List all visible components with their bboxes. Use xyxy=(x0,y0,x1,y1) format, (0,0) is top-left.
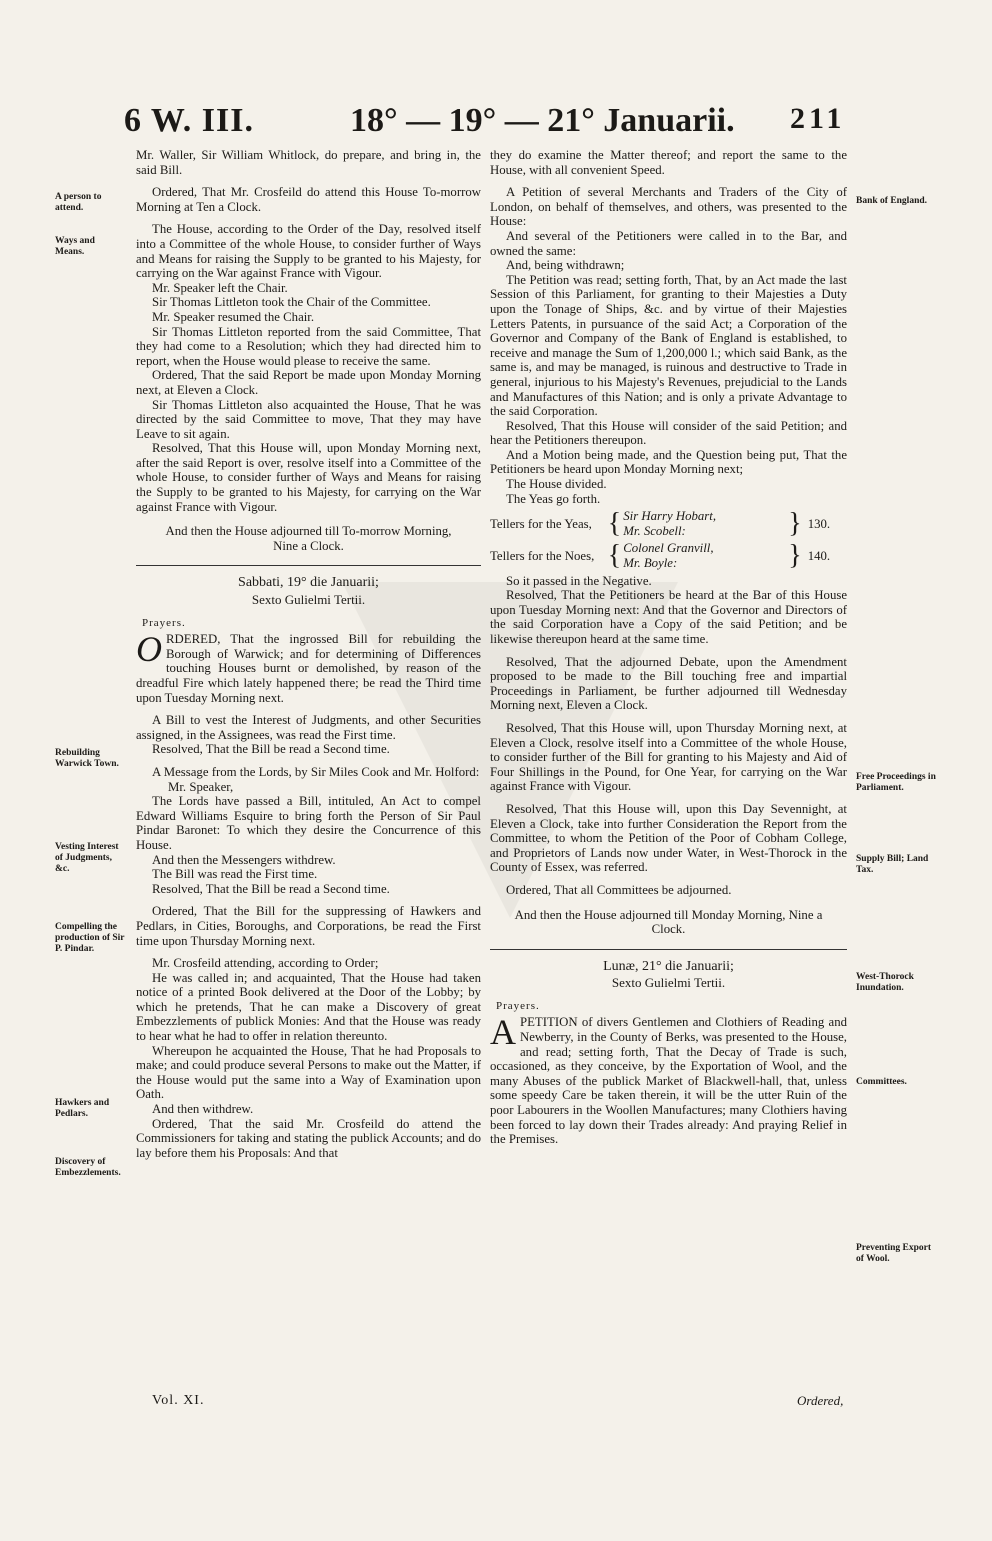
tellers-noes-count: 140. xyxy=(807,548,831,563)
header-page-number: 211 xyxy=(790,102,846,135)
left-p1: Mr. Waller, Sir William Whitlock, do prepare, and bring in, the said Bill. xyxy=(136,148,481,177)
sub-heading-sexto: Sexto Gulielmi Tertii. xyxy=(611,975,726,991)
margin-note-hawkers: Hawkers and Pedlars. xyxy=(55,1098,110,1119)
left-p24: And then withdrew. xyxy=(152,1102,254,1117)
right-adjournment: And then the House adjourned till Monday Morning, Nine a Clock. xyxy=(514,907,823,937)
right-p7: And a Motion being made, and the Question being put, That the Petitioners be heard upon Monday Morning next; xyxy=(490,447,847,477)
left-p21: Mr. Crosfeild attending, according to Order; xyxy=(152,956,379,971)
header-regnal-year: 6 W. III. xyxy=(124,102,254,139)
right-p8: The House divided. xyxy=(506,477,607,492)
margin-note-rebuilding: Rebuilding Warwick Town. xyxy=(55,748,119,769)
tellers-noes xyxy=(490,541,847,570)
left-brace: { xyxy=(607,507,622,539)
page-header xyxy=(0,102,992,152)
margin-note-bank: Bank of England. xyxy=(856,196,928,206)
teller-noes-1: Colonel Granvill, xyxy=(623,541,714,556)
drop-cap-o: O xyxy=(136,629,162,670)
right-p1: they do examine the Matter thereof; and report the same to the House, with all convenient Speed. xyxy=(490,148,847,177)
margin-note-vesting: Vesting Interest of Judgments, &c. xyxy=(55,842,119,874)
sub-heading-sexto: Sexto Gulielmi Tertii. xyxy=(251,592,366,608)
left-p23: Whereupon he acquainted the House, That he had Proposals to make; and could produce several Persons to make out the Matter, if the House would put the same into a Way of Examination upon Oath. xyxy=(136,1043,481,1102)
teller-noes-2: Mr. Boyle: xyxy=(623,556,678,571)
margin-note-west: West-Thorock Inundation. xyxy=(856,972,914,993)
left-p3: The House, according to the Order of the Day, resolved itself into a Committee of the whole House, to consider further of Ways and Means for raising the Supply to be granted to his Majesty, for carrying on the War against France with Vigour. xyxy=(136,222,481,281)
header-dates: 18° — 19° — 21° Januarii. xyxy=(350,102,735,139)
teller-yeas-2: Mr. Scobell: xyxy=(623,523,686,538)
left-brace: { xyxy=(607,540,622,572)
right-p2: A Petition of several Merchants and Traders of the City of London, on behalf of themselves, and others, was presented to the House: xyxy=(490,185,847,229)
right-p15: Ordered, That all Committees be adjourned. xyxy=(506,882,732,897)
left-p10: Resolved, That this House will, upon Monday Morning next, after the said Report is over, resolve itself into a Committee of the whole House, to consider further of Ways and Means for raising the Supply to be granted to his Majesty, for carrying on the War against France with Vigour. xyxy=(136,441,481,514)
catchword: Ordered, xyxy=(797,1393,844,1408)
left-p9: Sir Thomas Littleton also acquainted the House, That he was directed by the said Committee to move, That they may have Leave to sit again. xyxy=(136,397,481,441)
left-column xyxy=(136,148,481,1160)
tellers-yeas-count: 130. xyxy=(807,516,831,531)
right-p16: PETITION of divers Gentlemen and Clothiers of Reading and Newberry, in the County of Berks, was presented to the House, and read; setting forth, That the Decay of Trade is such, occasioned, as they conceive, by the Exportation of Wool, and the many Abuses of the publick Market of Blackwell-hall, that, unless some speedy Care be taken therein, it will be the utter Ruin of the poor Labourers in the Woollen Manufactures; many Clothiers having been forced to lay down their Trades already: And praying Relief in the Premises. xyxy=(490,1015,847,1147)
margin-note-discovery: Discovery of Embezzlements. xyxy=(55,1157,121,1178)
right-p9: The Yeas go forth. xyxy=(506,491,601,506)
margin-note-a-person: A person to attend. xyxy=(55,192,102,213)
left-p5: Sir Thomas Littleton took the Chair of the Committee. xyxy=(152,295,431,310)
right-p13: Resolved, That this House will, upon Thursday Morning next, at Eleven a Clock, resolve itself into a Committee of the whole House, to consider further of the Bill for granting to his Majesty and Aid of Four Shillings in the Pound, for One Year, for carrying on the War against France with Vigour. xyxy=(490,720,847,794)
margin-note-preventing: Preventing Export of Wool. xyxy=(856,1243,932,1264)
right-p4: And, being withdrawn; xyxy=(506,258,625,273)
left-adjournment: And then the House adjourned till To-morrow Morning, Nine a Clock. xyxy=(165,524,452,553)
teller-yeas-1: Sir Harry Hobart, xyxy=(623,509,717,524)
volume-label: Vol. XI. xyxy=(152,1393,205,1408)
left-p6: Mr. Speaker resumed the Chair. xyxy=(152,309,315,324)
left-p22: He was called in; and acquainted, That the House had taken notice of a printed Book delivered at the Door of the Lobby; by which he pretends, That he can make a Discovery of great Embezzlements of publick Monies: And that the House was ready to hear what he had to offer in relation thereunto. xyxy=(136,970,481,1044)
right-brace: } xyxy=(788,540,802,572)
right-p14: Resolved, That this House will, upon this Day Sevennight, at Eleven a Clock, take into further Consideration the Report from the Committee, to whom the Petition of the Poor of Cobham College, and Proprietors of Lands now under Water, in West-Thorock in the County of Essex, was referred. xyxy=(490,801,847,875)
left-p4: Mr. Speaker left the Chair. xyxy=(152,280,288,295)
left-p14: A Message from the Lords, by Sir Miles Cook and Mr. Holford: xyxy=(152,764,480,779)
left-p19: Resolved, That the Bill be read a Second time. xyxy=(152,881,390,896)
tellers-yeas xyxy=(490,509,847,538)
margin-note-free: Free Proceedings in Parliament. xyxy=(856,772,936,793)
section-rule xyxy=(490,949,847,950)
left-p13: Resolved, That the Bill be read a Second time. xyxy=(152,742,390,757)
left-p25: Ordered, That the said Mr. Crosfeild do attend the Commissioners for taking and stating the publick Accounts; and do lay before them his Proposals: And that xyxy=(136,1116,481,1160)
left-p2: Ordered, That Mr. Crosfeild do attend this House To-morrow Morning at Ten a Clock. xyxy=(136,185,481,214)
left-p16: The Lords have passed a Bill, intituled, An Act to compel Edward Williams Esquire to bring forth the Person of Sir Paul Pindar Baronet: To which they desire the Concurrence of this House. xyxy=(136,794,481,852)
left-p17: And then the Messengers withdrew. xyxy=(152,852,336,867)
left-p15: Mr. Speaker, xyxy=(168,779,234,794)
right-p12: Resolved, That the adjourned Debate, upon the Amendment proposed to be made to the Bill touching free and impartial Proceedings in Parliament, be further adjourned till Wednesday Morning next, Eleven a Clock. xyxy=(490,654,847,713)
tellers-noes-label: Tellers for the Noes, xyxy=(490,548,595,563)
left-p20: Ordered, That the Bill for the suppressing of Hawkers and Pedlars, in Cities, Boroughs, and Corporations, be read the First time upon Thursday Morning next. xyxy=(136,904,481,948)
left-p8: Ordered, That the said Report be made upon Monday Morning next, at Eleven a Clock. xyxy=(136,368,481,397)
tellers-yeas-label: Tellers for the Yeas, xyxy=(490,516,592,531)
margin-note-compelling: Compelling the production of Sir P. Pindar. xyxy=(55,922,125,954)
right-p10: So it passed in the Negative. xyxy=(506,573,652,588)
left-p18: The Bill was read the First time. xyxy=(152,867,318,882)
left-p7: Sir Thomas Littleton reported from the said Committee, That they had come to a Resolution; which they had directed him to report, when the House would please to receive the same. xyxy=(136,324,481,368)
margin-note-committees: Committees. xyxy=(856,1077,907,1087)
right-column xyxy=(490,148,847,1147)
right-p5: The Petition was read; setting forth, That, by an Act made the last Session of this Parliament, for granting to their Majesties a Duty upon the Tonage of Ships, &c. and by virtue of their Majesties Letters Patents, in pursuance of the said Act; a Corporation of the Governor and Company of the Bank of England is established, to receive and manage the Sum of 1,200,000 l.; which said Bank, as the same is, and may be managed, is ruinous and destructive to Trade in general, injurious to his Majesty's Revenues, prejudicial to the Lands and Manufactures of this Nation; and is only a private Advantage to the said Corporation. xyxy=(490,272,847,419)
right-p11: Resolved, That the Petitioners be heard at the Bar of this House upon Tuesday Morning next: And that the Governor and Directors of the said Corporation have a Copy of the said Petition; and be likewise thereupon heard at the same time. xyxy=(490,588,847,646)
drop-cap-a: A xyxy=(490,1012,516,1053)
left-p11: RDERED, That the ingrossed Bill for rebuilding the Borough of Warwick; and for determining of Differences touching Houses burnt or demolished, by reason of the dreadful Fire which lately happened there; be read the Third time upon Tuesday Morning next. xyxy=(136,632,481,705)
prayers-label: Prayers. xyxy=(142,616,186,629)
section-rule xyxy=(136,565,481,566)
right-p3: And several of the Petitioners were called in to the Bar, and owned the same: xyxy=(490,228,847,258)
right-brace: } xyxy=(788,507,802,539)
date-heading-sabbati: Sabbati, 19° die Januarii; xyxy=(238,575,379,591)
prayers-label: Prayers. xyxy=(496,999,540,1012)
margin-note-ways-means: Ways and Means. xyxy=(55,236,95,257)
margin-note-supply: Supply Bill; Land Tax. xyxy=(856,854,929,875)
date-heading-lunae: Lunæ, 21° die Januarii; xyxy=(603,958,734,974)
left-p12: A Bill to vest the Interest of Judgments, and other Securities assigned, in the Assignees, was read the First time. xyxy=(136,713,481,742)
right-p6: Resolved, That this House will consider of the said Petition; and hear the Petitioners thereupon. xyxy=(490,418,847,448)
